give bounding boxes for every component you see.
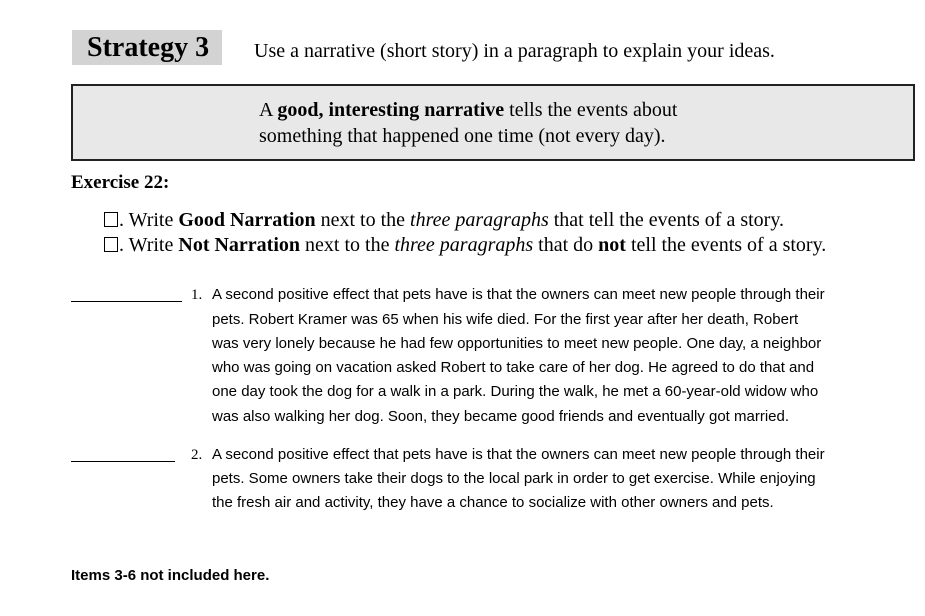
instruction-2-bold: Not Narration	[178, 234, 301, 256]
instruction-1-italic: three paragraphs	[410, 209, 549, 231]
instruction-1-bold: Good Narration	[178, 209, 316, 231]
item-number-2: 2.	[191, 447, 203, 463]
exercise-title: Exercise 22:	[71, 172, 170, 193]
info-box	[71, 84, 915, 161]
item-2-line: A second positive effect that pets have is that the owners can meet new people through their	[212, 446, 825, 463]
instruction-2-middle: next to the	[300, 234, 395, 256]
item-1-line: was also walking her dog. Soon, they became good friends and eventually got married.	[212, 408, 790, 425]
answer-blank-1[interactable]	[71, 301, 182, 302]
item-1-line: one day took the dog for a walk in a park. During the walk, he met a 60-year-old widow who	[212, 383, 819, 400]
checkbox-icon[interactable]	[104, 212, 118, 227]
instruction-good-narration	[104, 208, 784, 232]
strategy-description: Use a narrative (short story) in a paragraph to explain your ideas.	[254, 40, 775, 62]
strategy-label: Strategy 3	[72, 30, 222, 65]
item-number-1: 1.	[191, 287, 203, 303]
info-line-1-suffix: tells the events about	[504, 99, 678, 121]
instruction-1-prefix: . Write	[119, 209, 179, 231]
info-line-1-prefix: A	[259, 99, 278, 121]
instruction-1-suffix: that tell the events of a story.	[548, 209, 785, 231]
footer-note: Items 3-6 not included here.	[71, 567, 270, 584]
item-2-line: pets. Some owners take their dogs to the local park in order to get exercise. While enjoying	[212, 470, 816, 487]
info-line-1	[259, 98, 677, 122]
item-1-line: who was going on vacation asked Robert to take care of her dog. He agreed to do that and	[212, 359, 815, 376]
info-line-2: something that happened one time (not every day).	[259, 125, 666, 147]
item-1-line: pets. Robert Kramer was 65 when his wife died. For the first year after her death, Robert	[212, 311, 799, 328]
instruction-1-middle: next to the	[315, 209, 411, 231]
instruction-2-suffix-pre: that do	[533, 234, 599, 256]
instruction-2-italic: three paragraphs	[394, 234, 534, 256]
answer-blank-2[interactable]	[71, 461, 175, 462]
checkbox-icon[interactable]	[104, 237, 118, 252]
instruction-2-prefix: . Write	[119, 234, 179, 256]
instruction-not-narration	[104, 233, 826, 257]
item-1-line: was very lonely because he had few opportunities to meet new people. One day, a neighbor	[212, 335, 822, 352]
instruction-2-suffix: tell the events of a story.	[625, 234, 827, 256]
info-line-1-bold: good, interesting narrative	[277, 99, 505, 121]
item-1-line: A second positive effect that pets have is that the owners can meet new people through their	[212, 286, 825, 303]
item-2-line: the fresh air and activity, they have a chance to socialize with other owners and pets.	[212, 494, 774, 511]
instruction-2-bold-not: not	[598, 234, 626, 256]
